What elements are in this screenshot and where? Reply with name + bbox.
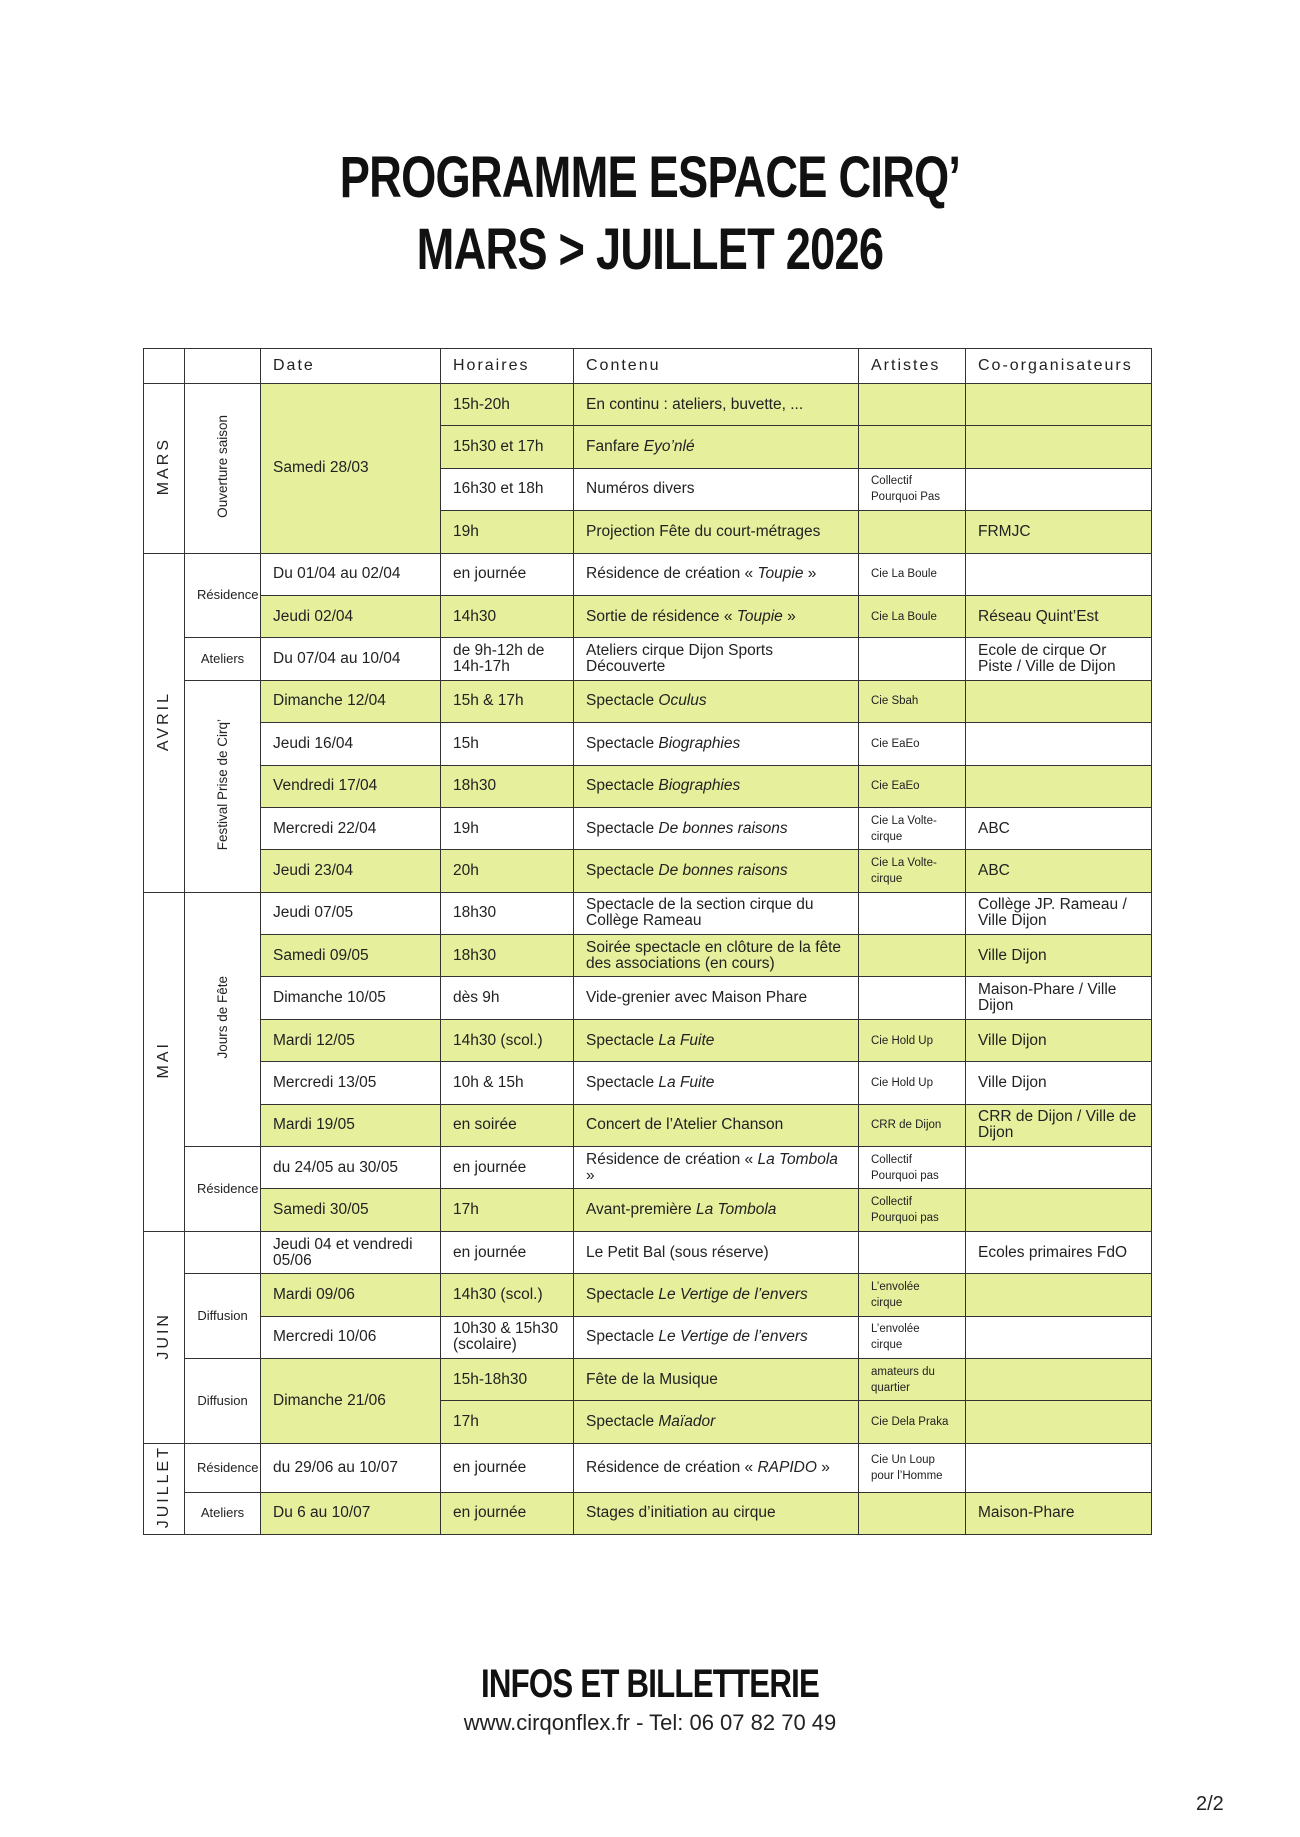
coorg-cell: Ville Dijon — [966, 935, 1152, 977]
contenu-cell: Avant-première La Tombola — [574, 1189, 859, 1231]
table-row — [144, 1019, 1152, 1061]
contenu-cell: Sortie de résidence « Toupie » — [574, 595, 859, 637]
date-cell: Mardi 12/05 — [261, 1019, 441, 1061]
artistes-cell — [859, 384, 966, 426]
date-cell: Jeudi 02/04 — [261, 595, 441, 637]
coorg-cell — [966, 1358, 1152, 1400]
horaire-cell: 15h30 et 17h — [441, 426, 574, 468]
contenu-cell: Vide-grenier avec Maison Phare — [574, 977, 859, 1019]
horaire-cell: 14h30 — [441, 595, 574, 637]
artistes-cell: Cie La Boule — [859, 595, 966, 637]
programme-table — [143, 348, 1152, 1535]
coorg-cell — [966, 468, 1152, 510]
horaire-cell: 17h — [441, 1189, 574, 1231]
horaire-cell: 14h30 (scol.) — [441, 1019, 574, 1061]
contact-line: www.cirqonflex.fr - Tel: 06 07 82 70 49 — [463, 1710, 837, 1735]
table-row — [144, 680, 1152, 722]
horaire-cell: en journée — [441, 1492, 574, 1534]
contenu-cell: Concert de l’Atelier Chanson — [574, 1104, 859, 1146]
horaire-cell: 17h — [441, 1401, 574, 1443]
coorg-cell: Ecoles primaires FdO — [966, 1231, 1152, 1273]
artistes-cell: Collectif Pourquoi pas — [859, 1147, 966, 1189]
horaire-cell: 18h30 — [441, 935, 574, 977]
table-row — [144, 595, 1152, 637]
coorg-cell — [966, 680, 1152, 722]
horaire-cell: en journée — [441, 553, 574, 595]
infos-heading: INFOS ET BILLETTERIE — [480, 1662, 820, 1706]
coorg-cell: Maison-Phare — [966, 1492, 1152, 1534]
header-contenu: Contenu — [574, 349, 859, 384]
coorg-cell: Maison-Phare / Ville Dijon — [966, 977, 1152, 1019]
artistes-cell — [859, 1492, 966, 1534]
artistes-cell: Cie Hold Up — [859, 1062, 966, 1104]
artistes-cell — [859, 511, 966, 553]
page-title-line2: MARS > JUILLET 2026 — [416, 217, 884, 282]
horaire-cell: 18h30 — [441, 765, 574, 807]
table-row — [144, 977, 1152, 1019]
artistes-cell: Cie Sbah — [859, 680, 966, 722]
table-row — [144, 1147, 1152, 1189]
coorg-cell: CRR de Dijon / Ville de Dijon — [966, 1104, 1152, 1146]
group-cell-diffusion: Diffusion — [185, 1358, 261, 1443]
coorg-cell — [966, 1316, 1152, 1358]
coorg-cell — [966, 1401, 1152, 1443]
coorg-cell: Collège JP. Rameau / Ville Dijon — [966, 892, 1152, 934]
page-title-line1: PROGRAMME ESPACE CIRQ’ — [339, 145, 961, 210]
month-cell-juillet: JUILLET — [144, 1443, 185, 1534]
horaire-cell: dès 9h — [441, 977, 574, 1019]
date-cell: Samedi 09/05 — [261, 935, 441, 977]
table-row — [144, 1443, 1152, 1492]
horaire-cell: 16h30 et 18h — [441, 468, 574, 510]
page-number: 2/2 — [1196, 1793, 1224, 1815]
contenu-cell: Spectacle Le Vertige de l’envers — [574, 1274, 859, 1316]
table-row — [144, 1274, 1152, 1316]
date-cell: Mardi 09/06 — [261, 1274, 441, 1316]
date-cell: Du 01/04 au 02/04 — [261, 553, 441, 595]
coorg-cell: ABC — [966, 807, 1152, 849]
contenu-cell: Fête de la Musique — [574, 1358, 859, 1400]
contenu-cell: Résidence de création « Toupie » — [574, 553, 859, 595]
contenu-cell: Spectacle La Fuite — [574, 1019, 859, 1061]
coorg-cell — [966, 723, 1152, 765]
date-cell: Du 6 au 10/07 — [261, 1492, 441, 1534]
date-cell: Samedi 30/05 — [261, 1189, 441, 1231]
coorg-cell — [966, 384, 1152, 426]
month-cell-mars: MARS — [144, 384, 185, 554]
contenu-cell: Spectacle de la section cirque du Collège Rameau — [574, 892, 859, 934]
artistes-cell: Cie EaEo — [859, 765, 966, 807]
artistes-cell — [859, 426, 966, 468]
horaire-cell: en journée — [441, 1147, 574, 1189]
coorg-cell: FRMJC — [966, 511, 1152, 553]
date-cell: Mercredi 13/05 — [261, 1062, 441, 1104]
header-coorg: Co-organisateurs — [966, 349, 1152, 384]
contenu-cell: Spectacle Oculus — [574, 680, 859, 722]
horaire-cell: 10h & 15h — [441, 1062, 574, 1104]
artistes-cell: L’envolée cirque — [859, 1316, 966, 1358]
horaire-cell: de 9h-12h de 14h-17h — [441, 638, 574, 680]
contenu-cell: Ateliers cirque Dijon Sports Découverte — [574, 638, 859, 680]
contenu-cell: Stages d’initiation au cirque — [574, 1492, 859, 1534]
horaire-cell: 10h30 & 15h30 (scolaire) — [441, 1316, 574, 1358]
date-cell: Mercredi 22/04 — [261, 807, 441, 849]
contenu-cell: Spectacle Biographies — [574, 723, 859, 765]
horaire-cell: 20h — [441, 850, 574, 892]
date-cell: Samedi 28/03 — [261, 384, 441, 554]
date-cell: Jeudi 07/05 — [261, 892, 441, 934]
artistes-cell: Cie La Boule — [859, 553, 966, 595]
corner-cell — [144, 349, 185, 384]
coorg-cell — [966, 1443, 1152, 1492]
group-cell-residence: Résidence — [185, 553, 261, 638]
contenu-cell: Fanfare Eyo’nlé — [574, 426, 859, 468]
month-cell-avril: AVRIL — [144, 553, 185, 892]
date-cell: Dimanche 10/05 — [261, 977, 441, 1019]
artistes-cell — [859, 977, 966, 1019]
contenu-cell: Numéros divers — [574, 468, 859, 510]
date-cell: du 24/05 au 30/05 — [261, 1147, 441, 1189]
date-cell: Mercredi 10/06 — [261, 1316, 441, 1358]
contenu-cell: Soirée spectacle en clôture de la fête des associations (en cours) — [574, 935, 859, 977]
coorg-cell — [966, 553, 1152, 595]
header-artistes: Artistes — [859, 349, 966, 384]
coorg-cell — [966, 1147, 1152, 1189]
horaire-cell: en journée — [441, 1443, 574, 1492]
horaire-cell: 15h-18h30 — [441, 1358, 574, 1400]
coorg-cell — [966, 1274, 1152, 1316]
table-row — [144, 1189, 1152, 1231]
table-row — [144, 807, 1152, 849]
coorg-cell — [966, 765, 1152, 807]
date-cell: Dimanche 21/06 — [261, 1358, 441, 1443]
date-cell: du 29/06 au 10/07 — [261, 1443, 441, 1492]
contenu-cell: Résidence de création « La Tombola » — [574, 1147, 859, 1189]
horaire-cell: 15h-20h — [441, 384, 574, 426]
table-row — [144, 892, 1152, 934]
header-date: Date — [261, 349, 441, 384]
group-cell-jours-de-fete: Jours de Fête — [185, 892, 261, 1146]
horaire-cell: 15h — [441, 723, 574, 765]
date-cell: Jeudi 04 et vendredi 05/06 — [261, 1231, 441, 1273]
group-cell-ateliers: Ateliers — [185, 638, 261, 680]
group-cell-ateliers: Ateliers — [185, 1492, 261, 1534]
contenu-cell: Spectacle De bonnes raisons — [574, 850, 859, 892]
table-row — [144, 1231, 1152, 1273]
coorg-cell — [966, 426, 1152, 468]
table-row — [144, 638, 1152, 680]
horaire-cell: 19h — [441, 807, 574, 849]
coorg-cell — [966, 1189, 1152, 1231]
group-cell-residence: Résidence — [185, 1147, 261, 1232]
horaire-cell: 19h — [441, 511, 574, 553]
date-cell: Du 07/04 au 10/04 — [261, 638, 441, 680]
date-cell: Mardi 19/05 — [261, 1104, 441, 1146]
horaire-cell: en soirée — [441, 1104, 574, 1146]
table-row — [144, 850, 1152, 892]
coorg-cell: Ville Dijon — [966, 1062, 1152, 1104]
table-row — [144, 935, 1152, 977]
group-cell-festival: Festival Prise de Cirq’ — [185, 680, 261, 892]
table-row — [144, 553, 1152, 595]
date-cell: Jeudi 23/04 — [261, 850, 441, 892]
contenu-cell: Projection Fête du court-métrages — [574, 511, 859, 553]
contenu-cell: Spectacle Le Vertige de l’envers — [574, 1316, 859, 1358]
horaire-cell: 14h30 (scol.) — [441, 1274, 574, 1316]
table-row — [144, 1104, 1152, 1146]
contenu-cell: Spectacle La Fuite — [574, 1062, 859, 1104]
contenu-cell: Spectacle Biographies — [574, 765, 859, 807]
coorg-cell: Réseau Quint’Est — [966, 595, 1152, 637]
table-row — [144, 1062, 1152, 1104]
contenu-cell: En continu : ateliers, buvette, ... — [574, 384, 859, 426]
month-cell-mai: MAI — [144, 892, 185, 1231]
table-row — [144, 765, 1152, 807]
coorg-cell: Ecole de cirque Or Piste / Ville de Dijon — [966, 638, 1152, 680]
horaire-cell: 18h30 — [441, 892, 574, 934]
header-horaires: Horaires — [441, 349, 574, 384]
group-header-cell — [185, 349, 261, 384]
artistes-cell: CRR de Dijon — [859, 1104, 966, 1146]
table-row — [144, 1316, 1152, 1358]
artistes-cell — [859, 638, 966, 680]
coorg-cell: ABC — [966, 850, 1152, 892]
artistes-cell: Cie La Volte-cirque — [859, 850, 966, 892]
table-row — [144, 723, 1152, 765]
artistes-cell: L’envolée cirque — [859, 1274, 966, 1316]
table-header-row — [144, 349, 1152, 384]
group-cell-ouverture: Ouverture saison — [185, 384, 261, 554]
table-row — [144, 1358, 1152, 1400]
artistes-cell: Cie Un Loup pour l’Homme — [859, 1443, 966, 1492]
artistes-cell: Cie La Volte-cirque — [859, 807, 966, 849]
table-row — [144, 1492, 1152, 1534]
artistes-cell: Cie EaEo — [859, 723, 966, 765]
group-cell-residence: Résidence — [185, 1443, 261, 1492]
artistes-cell: Collectif Pourquoi Pas — [859, 468, 966, 510]
coorg-cell: Ville Dijon — [966, 1019, 1152, 1061]
artistes-cell: amateurs du quartier — [859, 1358, 966, 1400]
contenu-cell: Le Petit Bal (sous réserve) — [574, 1231, 859, 1273]
date-cell: Dimanche 12/04 — [261, 680, 441, 722]
artistes-cell: Cie Dela Praka — [859, 1401, 966, 1443]
artistes-cell — [859, 1231, 966, 1273]
artistes-cell — [859, 935, 966, 977]
contenu-cell: Spectacle Maïador — [574, 1401, 859, 1443]
artistes-cell — [859, 892, 966, 934]
artistes-cell: Collectif Pourquoi pas — [859, 1189, 966, 1231]
table-row — [144, 384, 1152, 426]
group-cell-empty — [185, 1231, 261, 1273]
artistes-cell: Cie Hold Up — [859, 1019, 966, 1061]
horaire-cell: 15h & 17h — [441, 680, 574, 722]
contenu-cell: Spectacle De bonnes raisons — [574, 807, 859, 849]
horaire-cell: en journée — [441, 1231, 574, 1273]
date-cell: Vendredi 17/04 — [261, 765, 441, 807]
group-cell-diffusion: Diffusion — [185, 1274, 261, 1359]
month-cell-juin: JUIN — [144, 1231, 185, 1443]
date-cell: Jeudi 16/04 — [261, 723, 441, 765]
contenu-cell: Résidence de création « RAPIDO » — [574, 1443, 859, 1492]
